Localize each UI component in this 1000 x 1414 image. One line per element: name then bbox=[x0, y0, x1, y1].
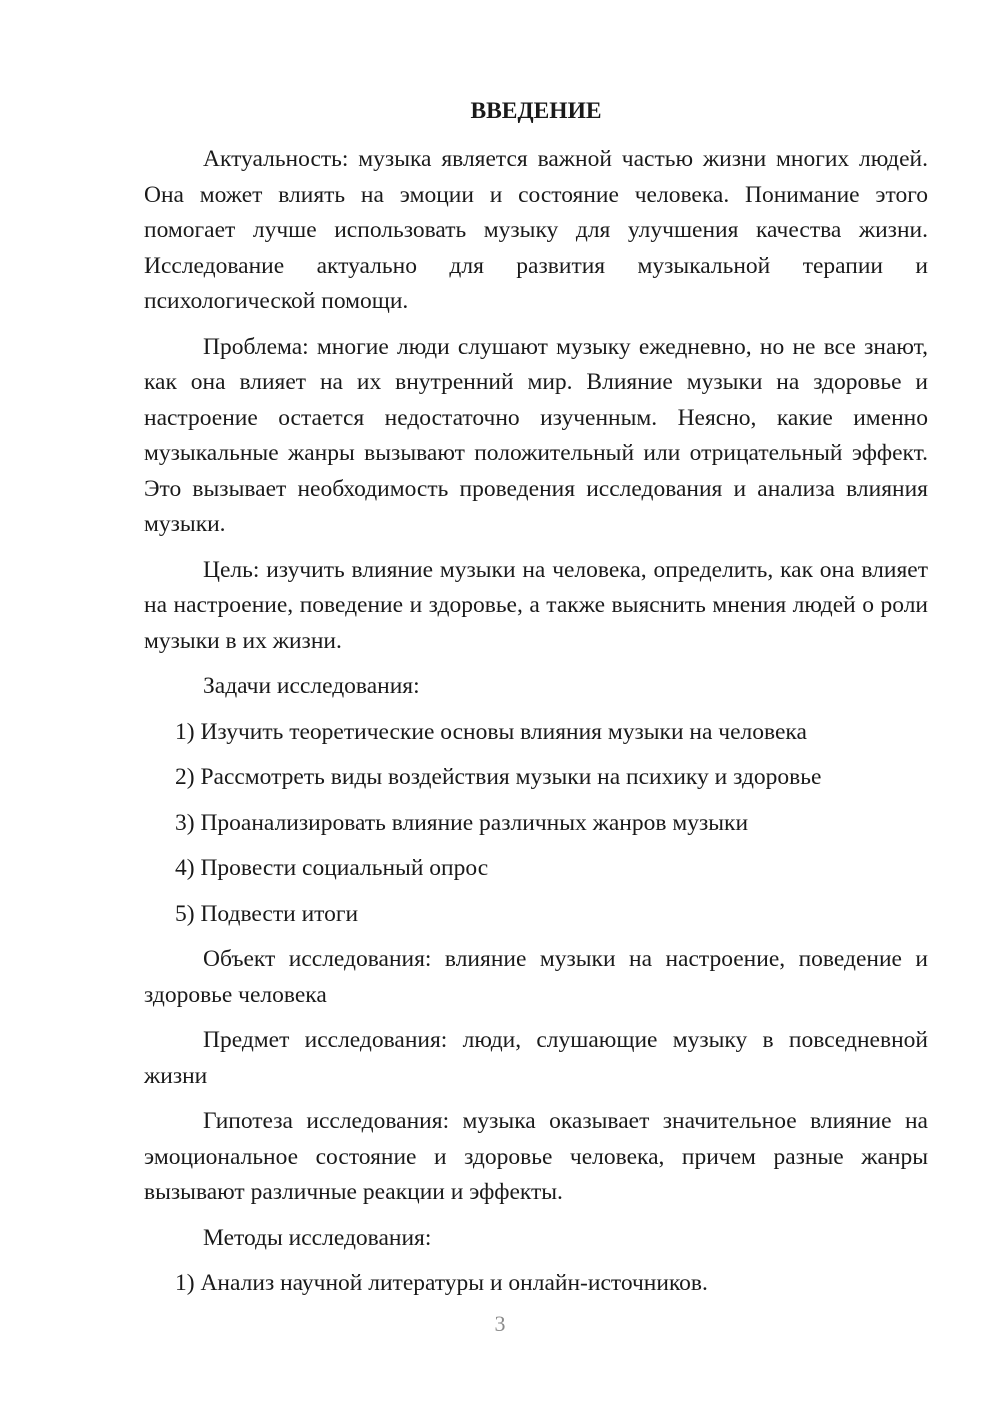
task-item: 4) Провести социальный опрос bbox=[175, 855, 489, 881]
tasks-list bbox=[144, 715, 928, 933]
problem-paragraph: Проблема: многие люди слушают музыку ежедневно, но не все знают, как она влияет на их внутренний мир. Влияние музыки на здоровье и настроение остается недостаточно изученным. Неясно, какие именно музыкальные жанры вызывают положительный или отрицательный эффект. Это вызывает необходимость проведения исследования и анализа влияния музыки. bbox=[144, 333, 928, 537]
hypothesis-paragraph: Гипотеза исследования: музыка оказывает значительное влияние на эмоциональное состояние и здоровье человека, причем разные жанры вызывают различные реакции и эффекты. bbox=[144, 1108, 928, 1205]
goal-paragraph: Цель: изучить влияние музыки на человека, определить, как она влияет на настроение, поведение и здоровье, а также выяснить мнения людей о роли музыки в их жизни. bbox=[144, 556, 928, 654]
task-item: 3) Проанализировать влияние различных жанров музыки bbox=[175, 809, 749, 836]
methods-heading: Методы исследования: bbox=[203, 1224, 432, 1251]
task-item: 2) Рассмотреть виды воздействия музыки на психику и здоровье bbox=[175, 764, 822, 790]
methods-list bbox=[144, 1266, 928, 1302]
relevance-paragraph: Актуальность: музыка является важной частью жизни многих людей. Она может влиять на эмоции и состояние человека. Понимание этого помогает лучше использовать музыку для улучшения качества жизни. Исследование актуально для развития музыкальной терапии и психологической помощи. bbox=[144, 146, 928, 314]
document-body bbox=[144, 142, 928, 1312]
task-item: 5) Подвести итоги bbox=[175, 900, 359, 927]
task-item: 1) Изучить теоретические основы влияния музыки на человека bbox=[175, 718, 807, 745]
tasks-heading: Задачи исследования: bbox=[203, 673, 420, 699]
object-paragraph: Объект исследования: влияние музыки на настроение, поведение и здоровье человека bbox=[144, 946, 928, 1008]
subject-paragraph: Предмет исследования: люди, слушающие музыку в повседневной жизни bbox=[144, 1027, 928, 1089]
method-item: 1) Анализ научной литературы и онлайн-источников. bbox=[175, 1270, 708, 1296]
page-number: 3 bbox=[494, 1311, 506, 1336]
page-title: ВВЕДЕНИЕ bbox=[470, 98, 602, 124]
